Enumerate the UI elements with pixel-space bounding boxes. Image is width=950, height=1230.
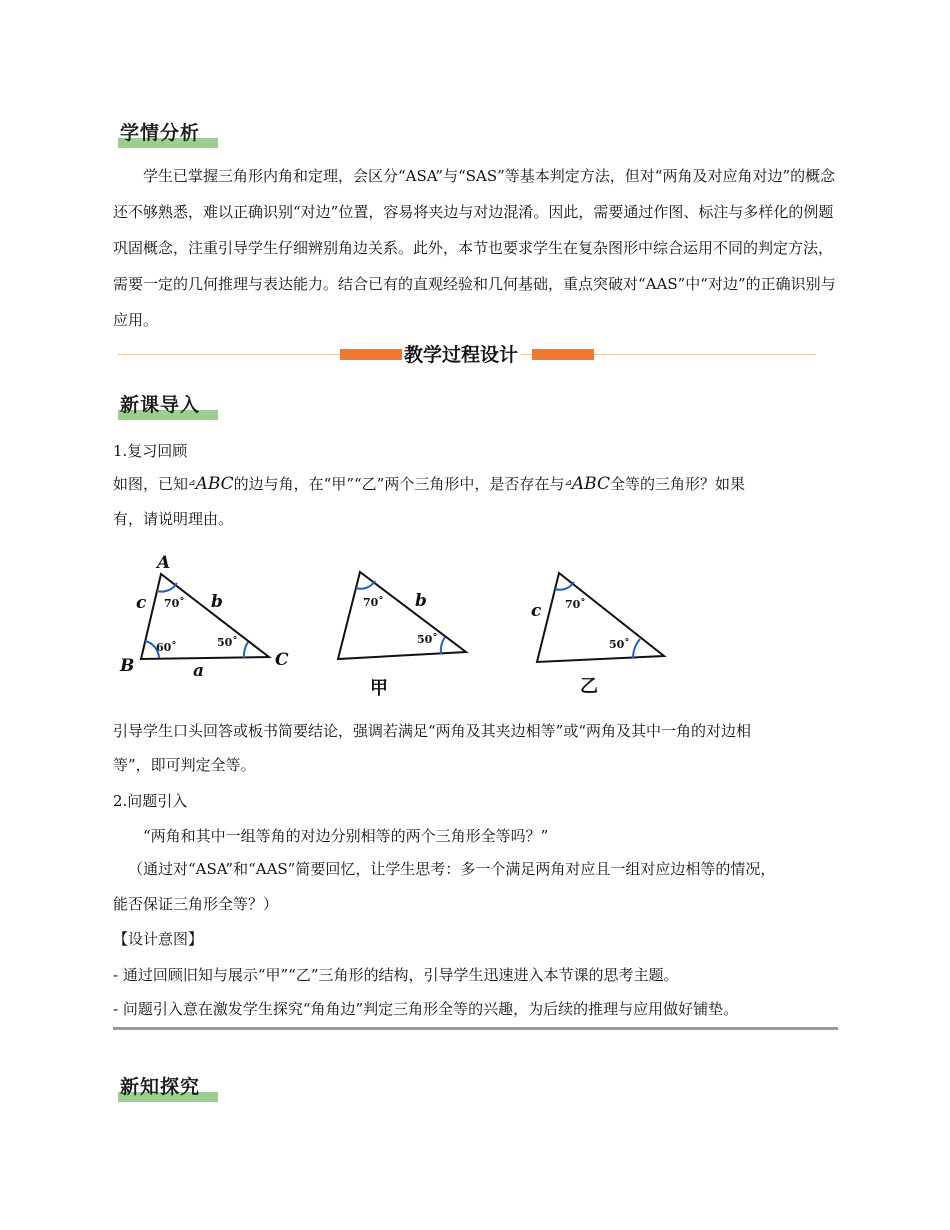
intent-item2: - 问题引入意在激发学生探究“角角边”判定三角形全等的兴趣，为后续的推理与应用做好铺垫。 [113, 1000, 739, 1018]
angle-arc-c [244, 642, 248, 658]
yi-side-c: c [531, 601, 542, 621]
question-quote: “两角和其中一组等角的对边分别相等的两个三角形全等吗？” [143, 827, 549, 845]
section-heading-text: 学情分析 [120, 122, 201, 144]
guide-line2: 等”，即可判定全等。 [113, 756, 256, 774]
side-label-c: c [136, 593, 147, 613]
yi-angle-top: 70˚ [565, 598, 586, 611]
intent-item1: - 通过回顾旧知与展示“甲”“乙”三角形的结构，引导学生迅速进入本节课的思考主题。 [113, 966, 679, 984]
angle-label-a: 70˚ [164, 597, 185, 610]
angle-arc-yi-right [633, 639, 640, 658]
guide-line1: 引导学生口头回答或板书简要结论，强调若满足“两角及其夹边相等”或“两角及其中一角的对边相 [113, 722, 752, 740]
section-heading-text: 新课导入 [120, 394, 201, 416]
question-note-line1: （通过对“ASA”和“AAS”简要回忆，让学生思考：多一个满足两角对应且一组对应边相等的情况， [128, 860, 776, 878]
vertex-label-a: A [157, 553, 171, 573]
jia-side-b: b [415, 591, 427, 611]
intent-title: 【设计意图】 [113, 930, 204, 948]
jia-angle-right: 50˚ [417, 633, 438, 646]
jia-angle-top: 70˚ [363, 596, 384, 609]
triangle-figure [110, 548, 690, 703]
side-label-a: a [193, 661, 205, 681]
yi-name: 乙 [580, 676, 598, 697]
section-rule [113, 1027, 838, 1030]
vertex-label-b: B [120, 656, 135, 676]
angle-arc-jia-right [441, 637, 445, 654]
review-question-line1: 如图，已知⊿ABC的边与角，在“甲”“乙”两个三角形中，是否存在与⊿ABC全等的三角形？如果 [113, 474, 745, 494]
section-heading-text: 新知探究 [120, 1076, 201, 1098]
review-question-line2: 有，请说明理由。 [113, 510, 234, 528]
question-title: 2.问题引入 [113, 792, 188, 810]
review-title: 1.复习回顾 [113, 442, 188, 460]
side-label-b: b [211, 592, 223, 612]
question-note-line2: 能否保证三角形全等？） [113, 895, 279, 913]
vertex-label-c: C [275, 650, 289, 670]
triangle-yi [537, 573, 664, 662]
section-heading-jiaoxue: 教学过程设计 [402, 340, 520, 367]
divider-band-right [532, 349, 594, 360]
yi-angle-right: 50˚ [609, 638, 630, 651]
angle-label-c: 50˚ [217, 636, 238, 649]
jia-name: 甲 [370, 678, 388, 699]
triangle-jia [338, 572, 466, 659]
divider-band-left [340, 349, 402, 360]
xueqing-paragraph: 学生已掌握三角形内角和定理，会区分“ASA”与“SAS”等基本判定方法，但对“两角及对应角对边”的概念还不够熟悉，难以正确识别“对边”位置，容易将夹边与对边混淆。因此，需要通过作图、标注与多样化的例题巩固概念，注重引导学生仔细辨别角边关系。此外，本节也要求学生在复杂图形中综合运用不同的判定方法，需要一定的几何推理与表达能力。结合已有的直观经验和几何基础，重点突破对“AAS”中“对边”的正确识别与应用。 [113, 167, 836, 329]
angle-label-b: 60˚ [156, 641, 177, 654]
